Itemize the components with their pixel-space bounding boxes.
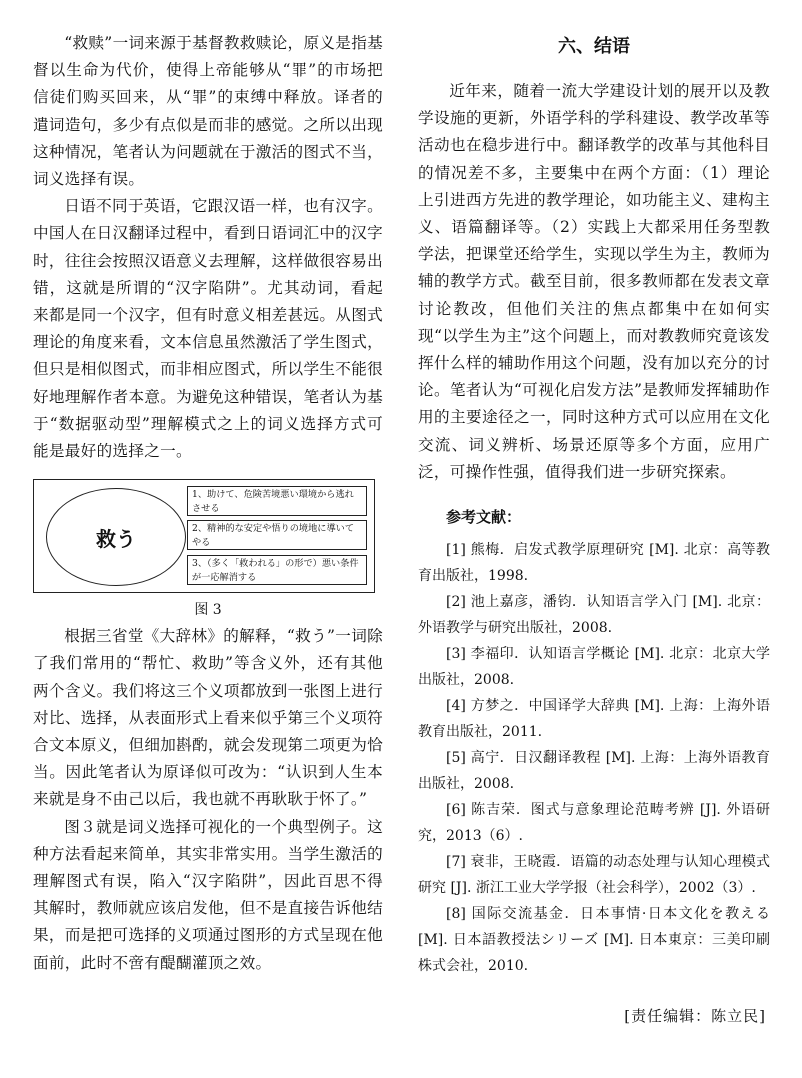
reference-item: [7] 衰非，王晓霞．语篇的动态处理与认知心理模式研究 [J]. 浙江工业大学学报（社会科学），2002（3）.	[418, 854, 770, 897]
reference-item: [2] 池上嘉彦，潘钧．认知语言学入门 [M]. 北京：外语教学与研究出版社，2008.	[418, 594, 770, 637]
editor-note: [责任编辑：陈立民]	[624, 1007, 766, 1025]
reference-item: [3] 李福印．认知语言学概论 [M]. 北京：北京大学出版社，2008.	[418, 646, 770, 689]
figure-caption: 图 3	[194, 602, 222, 619]
reference-item: [5] 高宁．日汉翻译教程 [M]. 上海：上海外语教育出版社，2008.	[418, 750, 770, 793]
references-heading: 参考文献：	[446, 508, 522, 527]
body-paragraph: 图３就是词义选择可视化的一个典型例子。这种方法看起来简单，其实非常实用。当学生激活的理解图式有误，陷入“汉字陷阱”，因此百思不得其解时，教师就应该启发他，但不是直接告诉他结果，而是把可选择的义项通过图形的方式呈现在他面前，此时不啻有醍醐灌顶之效。	[33, 817, 383, 972]
right-column	[418, 30, 770, 979]
figure-sense-box: 2、精神的な安定や悟りの境地に導いてやる	[187, 520, 367, 550]
left-column	[33, 30, 383, 977]
body-paragraph: 近年来，随着一流大学建设计划的展开以及教学设施的更新，外语学科的学科建设、教学改革等活动也在稳步进行中。翻译教学的改革与其他科目的情况差不多，主要集中在两个方面：（1）理论上引进西方先进的教学理论，如功能主义、建构主义、语篇翻译等。（2）实践上大都采用任务型教学法，把课堂还给学生，实现以学生为主，教师为辅的教学方式。截至目前，很多教师都在发表文章讨论教改，但他们关注的焦点都集中在如何实现“以学生为主”这个问题上，而对教教师究竟该发挥什么样的辅助作用这个问题，没有加以充分的讨论。笔者认为“可视化启发方法”是教师发挥辅助作用的主要途径之一，同时这种方式可以应用在文化交流、词义辨析、场景还原等多个方面，应用广泛，可操作性强，值得我们进一步研究探索。	[418, 82, 770, 481]
figure-sense-box: 1、助けて、危険苦境悪い環境から逃れさせる	[187, 486, 367, 516]
figure-3-diagram	[33, 479, 375, 593]
figure-sense-box: 3、（多く「救われる」の形で）悪い条件が一応解消する	[187, 555, 367, 585]
body-paragraph: 日语不同于英语，它跟汉语一样，也有汉字。中国人在日汉翻译过程中，看到日语词汇中的汉字时，往往会按照汉语意义去理解，这样做很容易出错，这就是所谓的“汉字陷阱”。尤其动词，看起来都是同一个汉字，但有时意义相差甚远。从图式理论的角度来看，文本信息虽然激活了学生图式，但只是相似图式，而非相应图式，所以学生不能很好地理解作者本意。为避免这种错误，笔者认为基于“数据驱动型”理解模式之上的词义选择方式可能是最好的选择之一。	[33, 197, 383, 461]
reference-item: [6] 陈吉荣．图式与意象理论范畴考辨 [J]. 外语研究，2013（6）.	[418, 802, 770, 845]
body-paragraph: 根据三省堂《大辞林》的解释，“救う”一词除了我们常用的“帮忙、救助”等含义外，还有其他两个含义。我们将这三个义项都放到一张图上进行对比、选择，从表面形式上看来似乎第三个义项符合文本原义，但细加斟酌，就会发现第二项更为恰当。因此笔者认为原译似可改为：“认识到人生本来就是身不由己以后，我也就不再耿耿于怀了。”	[33, 627, 383, 809]
section-title: 六、结语	[558, 36, 630, 57]
reference-item: [8] 国际交流基金．日本事情·日本文化を教える [M]. 日本語教授法シリーズ [M]. 日本東京：三美印刷株式会社，2010.	[418, 906, 770, 975]
figure-center-word: 救う	[46, 488, 186, 586]
reference-item: [1] 熊梅．启发式教学原理研究 [M]. 北京：高等教育出版社，1998.	[418, 542, 770, 585]
body-paragraph: “救赎”一词来源于基督教救赎论，原义是指基督以生命为代价，使得上帝能够从“罪”的市场把信徒们购买回来，从“罪”的束缚中释放。译者的遣词造句，多少有点似是而非的感觉。之所以出现这种情况，笔者认为问题就在于激活的图式不当，词义选择有误。	[33, 34, 383, 189]
reference-item: [4] 方梦之．中国译学大辞典 [M]. 上海：上海外语教育出版社，2011.	[418, 698, 770, 741]
